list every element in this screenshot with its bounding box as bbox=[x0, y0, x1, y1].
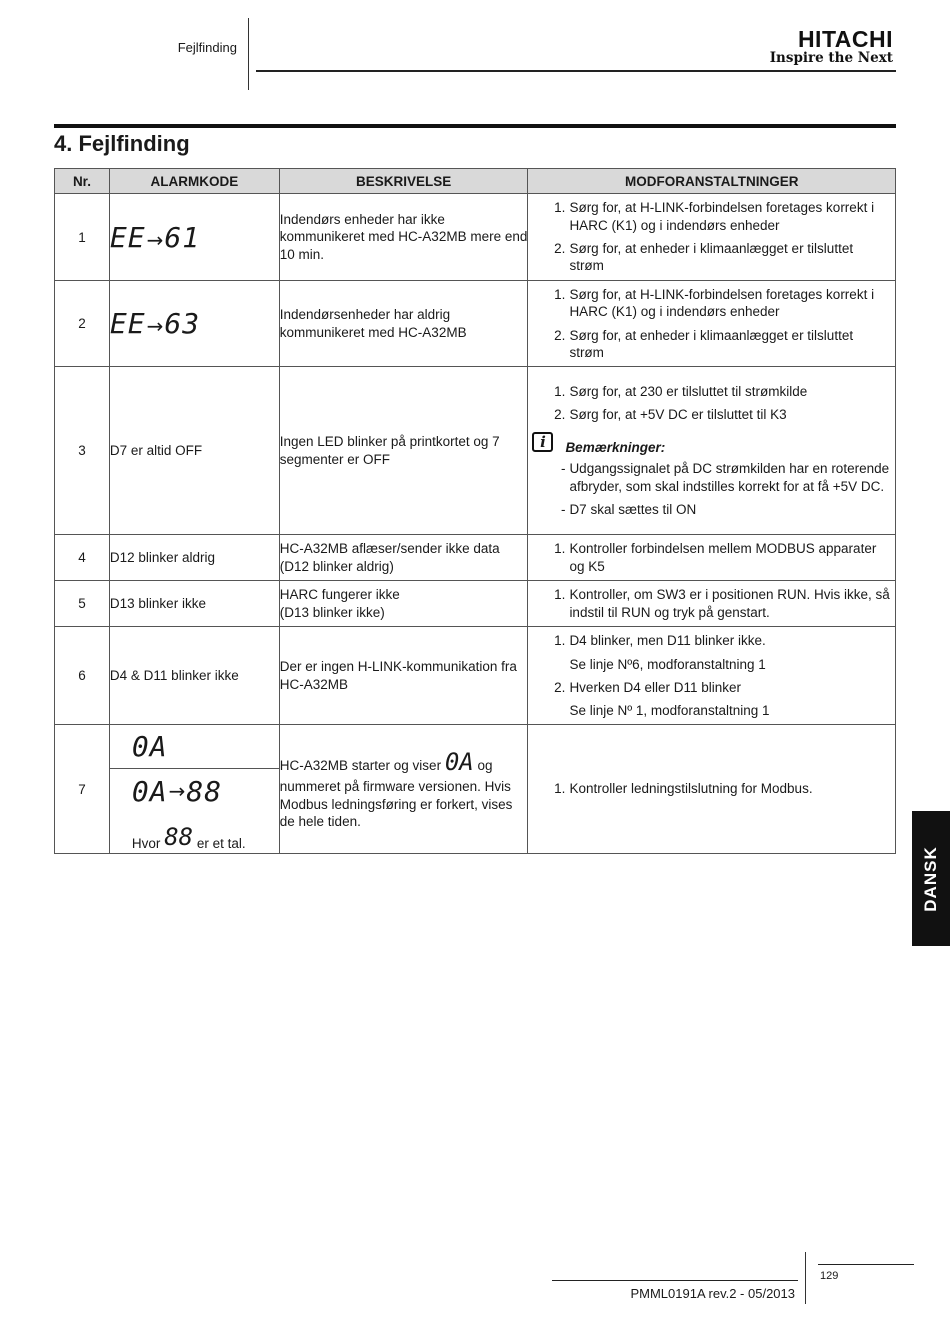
description-cell: Indendørsenheder har aldrig kommunikeret med HC-A32MB bbox=[279, 281, 528, 367]
brand-logo bbox=[770, 28, 893, 66]
countermeasures-cell bbox=[528, 535, 896, 581]
footer-divider-vertical bbox=[805, 1252, 806, 1304]
description-cell: Der er ingen H-LINK-kommunikation fra HC-A32MB bbox=[279, 627, 528, 725]
step-number: 1. bbox=[554, 633, 566, 649]
troubleshooting-table bbox=[54, 168, 896, 854]
header-divider-vertical bbox=[248, 18, 249, 90]
code-note-suffix: er et tal. bbox=[196, 836, 246, 851]
title-rule bbox=[54, 124, 896, 128]
description-cell bbox=[279, 581, 528, 627]
header-divider-horizontal bbox=[256, 70, 896, 72]
page-number: 129 bbox=[820, 1270, 839, 1282]
code-sub-cell bbox=[110, 725, 279, 768]
step-text: D4 blinker, men D11 blinker ikke. bbox=[569, 633, 766, 649]
list-item bbox=[528, 629, 895, 652]
table-header-row bbox=[55, 169, 896, 194]
alarm-code-text: D7 er altid OFF bbox=[109, 367, 279, 535]
row-number: 2 bbox=[55, 281, 110, 367]
segment-code: EE bbox=[109, 307, 146, 340]
column-header-countermeasures: MODFORANSTALTNINGER bbox=[528, 169, 896, 194]
note-text: D7 skal sættes til ON bbox=[569, 501, 697, 517]
column-header-nr: Nr. bbox=[55, 169, 110, 194]
see-reference: Se linje Nº 1, modforanstaltning 1 bbox=[569, 702, 770, 718]
step-text: Sørg for, at +5V DC er tilsluttet til K3 bbox=[569, 407, 787, 423]
segment-code: 63 bbox=[164, 307, 201, 340]
column-header-alarm-code: ALARMKODE bbox=[109, 169, 279, 194]
table-row bbox=[55, 535, 896, 581]
row-number: 3 bbox=[55, 367, 110, 535]
step-text: Sørg for, at enheder i klimaanlægget er tilsluttet strøm bbox=[569, 241, 854, 274]
table-row bbox=[55, 581, 896, 627]
header-section: Fejlfinding bbox=[177, 40, 237, 55]
segment-code: 0A bbox=[131, 730, 168, 763]
see-reference: Se linje Nº6, modforanstaltning 1 bbox=[569, 656, 766, 672]
row-number: 7 bbox=[55, 725, 110, 854]
page-title: 4. Fejlfinding bbox=[54, 131, 190, 156]
list-item bbox=[528, 380, 895, 403]
list-item bbox=[528, 283, 895, 324]
language-tab bbox=[912, 811, 950, 946]
description-cell: Ingen LED blinker på printkortet og 7 segmenter er OFF bbox=[279, 367, 528, 535]
language-tab-label: DANSK bbox=[921, 845, 940, 912]
list-item bbox=[528, 777, 895, 800]
footer-divider-right bbox=[818, 1264, 914, 1265]
step-text: Sørg for, at H-LINK-forbindelsen foretages korrekt i HARC (K1) og i indendørs enheder bbox=[569, 286, 875, 320]
row-number: 1 bbox=[55, 194, 110, 281]
table-row bbox=[55, 367, 896, 535]
note-text: Udgangssignalet på DC strømkilden har en roterende afbryder, som skal indstilles korrekt for at få +5V DC. bbox=[569, 461, 890, 494]
countermeasures-cell bbox=[528, 281, 896, 367]
description-text: nummeret på firmware versionen. Hvis Modbus ledningsføring er forkert, vises de hele tiden. bbox=[279, 779, 513, 830]
table-row bbox=[55, 725, 896, 854]
step-number: 2. bbox=[554, 241, 566, 256]
step-text: Hverken D4 eller D11 blinker bbox=[569, 679, 742, 695]
alarm-code-display bbox=[109, 281, 279, 367]
note-header bbox=[528, 426, 895, 457]
step-text: Sørg for, at enheder i klimaanlægget er tilsluttet strøm bbox=[569, 327, 854, 360]
step-number: 2. bbox=[554, 327, 566, 343]
step-number: 2. bbox=[554, 679, 566, 695]
info-icon: i bbox=[532, 432, 553, 452]
description-text: HC-A32MB starter og viser bbox=[279, 758, 442, 774]
list-item bbox=[528, 676, 895, 699]
list-item bbox=[528, 324, 895, 365]
arrow-right-icon: → bbox=[146, 314, 164, 338]
step-text: Kontroller forbindelsen mellem MODBUS apparater og K5 bbox=[569, 541, 877, 574]
segment-code: EE bbox=[109, 220, 146, 254]
countermeasures-cell bbox=[528, 627, 896, 725]
note-dash: - bbox=[560, 501, 566, 517]
note-title: Bemærkninger: bbox=[565, 440, 666, 456]
step-number: 1. bbox=[554, 587, 566, 603]
table-row bbox=[55, 627, 896, 725]
row-number: 5 bbox=[55, 581, 110, 627]
step-number: 1. bbox=[554, 383, 566, 399]
list-item bbox=[528, 403, 895, 426]
description-line: (D13 blinker ikke) bbox=[279, 604, 385, 620]
code-sub-cell bbox=[110, 813, 279, 853]
list-item bbox=[528, 237, 895, 278]
step-text: Sørg for, at 230 er tilsluttet til strømkilde bbox=[569, 383, 808, 399]
code-sub-cell bbox=[110, 769, 279, 813]
step-text: Kontroller, om SW3 er i positionen RUN. Hvis ikke, så indstil til RUN og tryk på genstart. bbox=[569, 587, 890, 620]
description-cell bbox=[279, 725, 528, 854]
brand-tagline: Inspire the Next bbox=[769, 50, 893, 66]
countermeasures-cell bbox=[528, 367, 896, 535]
segment-code: 88 bbox=[186, 774, 223, 808]
step-number: 1. bbox=[554, 781, 566, 797]
brand-name: HITACHI bbox=[797, 26, 893, 52]
countermeasures-cell bbox=[528, 725, 896, 854]
step-number: 1. bbox=[554, 286, 566, 302]
note-dash: - bbox=[560, 461, 566, 477]
alarm-code-text: D4 & D11 blinker ikke bbox=[109, 627, 279, 725]
row-number: 6 bbox=[55, 627, 110, 725]
segment-code: 0A bbox=[131, 774, 168, 808]
list-item bbox=[528, 498, 895, 521]
step-text: Kontroller ledningstilslutning for Modbus. bbox=[569, 781, 813, 797]
list-item bbox=[528, 537, 895, 578]
document-id: PMML0191A rev.2 - 05/2013 bbox=[630, 1286, 795, 1301]
description-text: og bbox=[477, 758, 493, 774]
table-row bbox=[55, 281, 896, 367]
arrow-right-icon: → bbox=[168, 779, 186, 803]
segment-code: 88 bbox=[164, 823, 194, 851]
step-number: 2. bbox=[554, 407, 566, 423]
arrow-right-icon: → bbox=[146, 227, 164, 252]
segment-code: 61 bbox=[164, 220, 201, 254]
list-item bbox=[528, 196, 895, 237]
row-number: 4 bbox=[55, 535, 110, 581]
description-cell: HC-A32MB aflæser/sender ikke data (D12 blinker aldrig) bbox=[279, 535, 528, 581]
code-note-prefix: Hvor bbox=[131, 836, 161, 851]
alarm-code-display bbox=[109, 194, 279, 281]
column-header-description: BESKRIVELSE bbox=[279, 169, 528, 194]
step-number: 1. bbox=[554, 541, 566, 557]
list-item bbox=[528, 457, 895, 498]
table-row bbox=[55, 194, 896, 281]
description-line: HARC fungerer ikke bbox=[279, 586, 400, 602]
step-number: 1. bbox=[554, 200, 566, 216]
alarm-code-text: D12 blinker aldrig bbox=[109, 535, 279, 581]
countermeasures-cell bbox=[528, 581, 896, 627]
segment-code: 0A bbox=[444, 748, 474, 777]
alarm-code-display bbox=[109, 725, 279, 854]
countermeasures-cell bbox=[528, 194, 896, 281]
step-text: Sørg for, at H-LINK-forbindelsen foretages korrekt i HARC (K1) og i indendørs enheder bbox=[569, 200, 875, 233]
list-item bbox=[528, 583, 895, 624]
description-cell: Indendørs enheder har ikke kommunikeret med HC-A32MB mere end 10 min. bbox=[279, 194, 528, 281]
alarm-code-text: D13 blinker ikke bbox=[109, 581, 279, 627]
footer-divider-left bbox=[552, 1280, 798, 1281]
